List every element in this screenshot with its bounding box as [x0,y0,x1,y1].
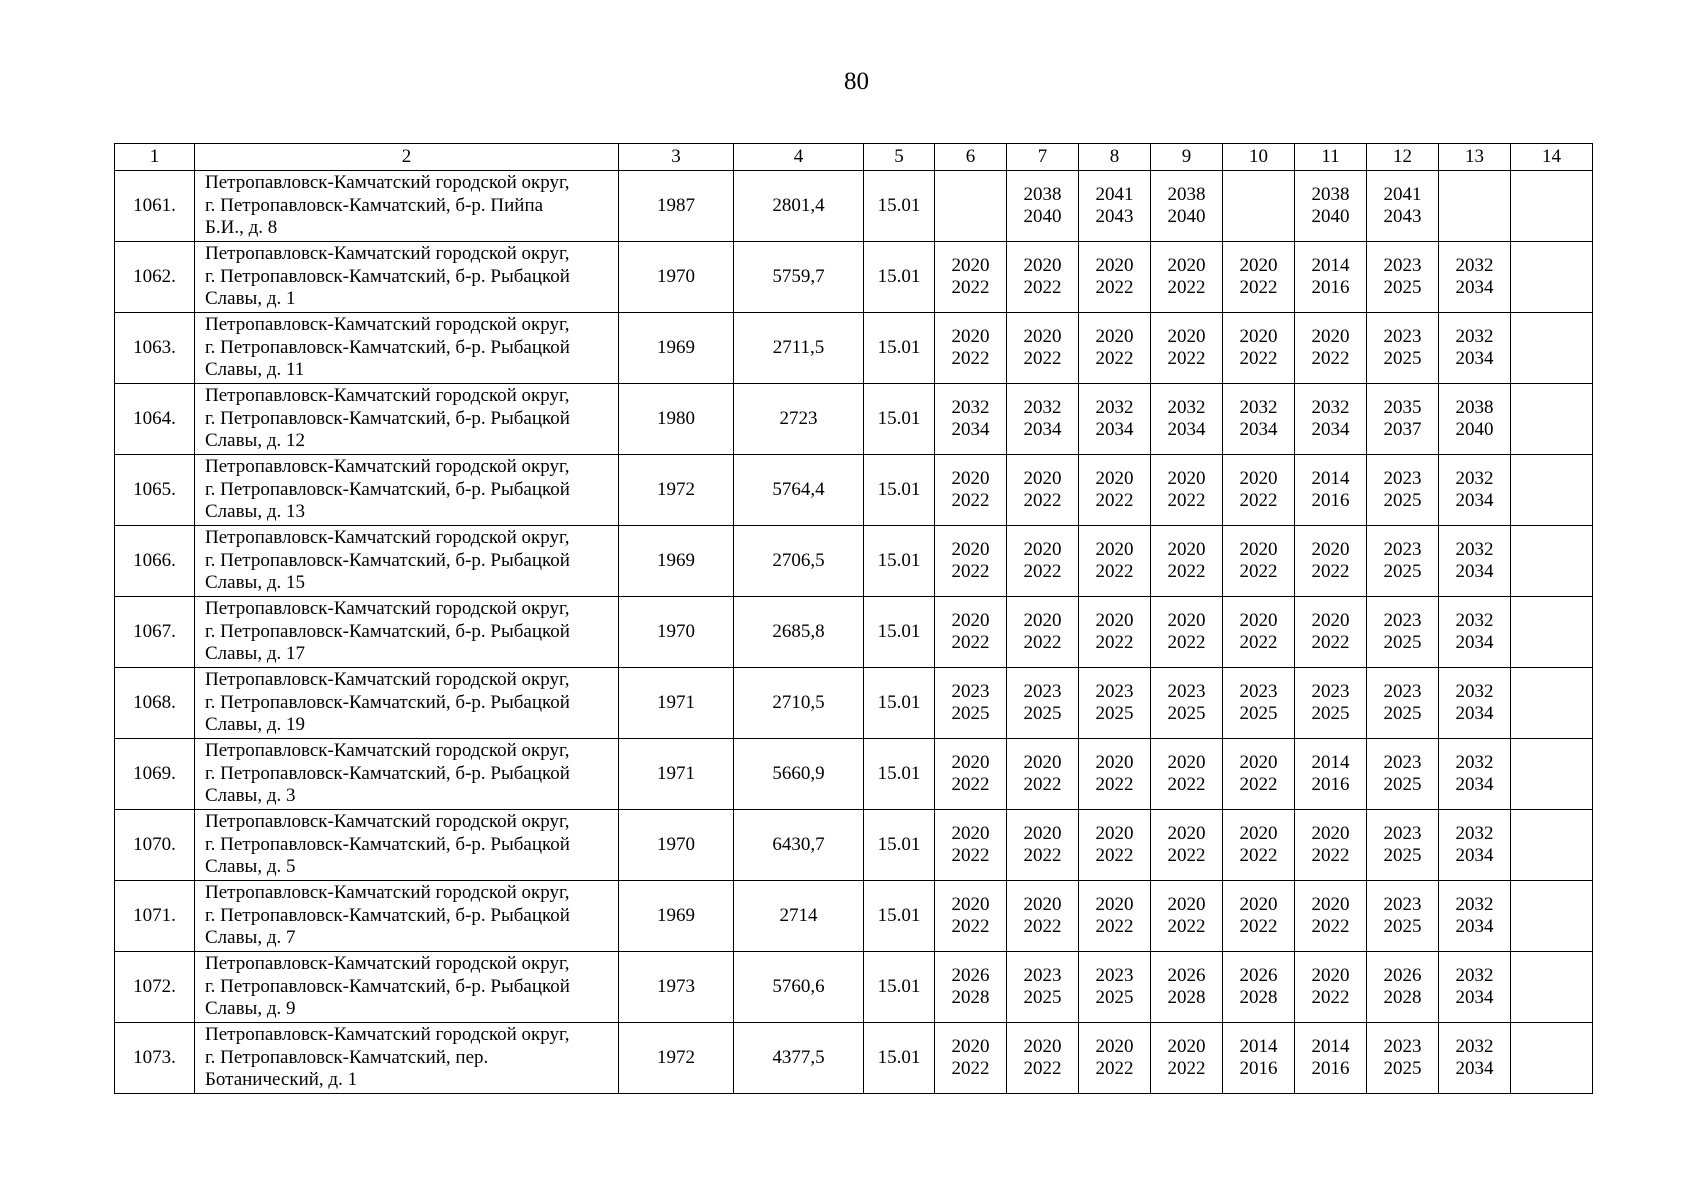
column-header: 6 [935,144,1007,171]
address-cell: Петропавловск-Камчатский городской округ, г. Петропавловск-Камчатский, б-р. Рыбацкой Славы, д. 9 [195,952,619,1023]
period-cell: 2014 2016 [1295,242,1367,313]
area-cell: 5759,7 [734,242,864,313]
table-body [115,144,1593,1094]
period-cell: 2020 2022 [1223,455,1295,526]
row-number: 1071. [115,881,195,952]
year-cell: 1980 [619,384,734,455]
period-cell: 2020 2022 [1151,739,1223,810]
code-cell: 15.01 [864,952,935,1023]
period-cell: 2020 2022 [1295,597,1367,668]
period-cell: 2026 2028 [1223,952,1295,1023]
area-cell: 6430,7 [734,810,864,881]
period-cell [1511,242,1593,313]
period-cell [1439,171,1511,242]
period-cell: 2020 2022 [1223,526,1295,597]
code-cell: 15.01 [864,810,935,881]
table-row [115,171,1593,242]
period-cell: 2023 2025 [1367,597,1439,668]
table-row [115,455,1593,526]
period-cell [935,171,1007,242]
period-cell: 2020 2022 [935,881,1007,952]
page-number: 80 [844,68,869,95]
period-cell: 2038 2040 [1295,171,1367,242]
period-cell: 2014 2016 [1295,739,1367,810]
period-cell: 2020 2022 [1151,242,1223,313]
period-cell: 2026 2028 [935,952,1007,1023]
table-row [115,810,1593,881]
row-number: 1068. [115,668,195,739]
period-cell: 2032 2034 [1439,881,1511,952]
year-cell: 1972 [619,1023,734,1094]
period-cell: 2032 2034 [1439,313,1511,384]
period-cell: 2020 2022 [1223,881,1295,952]
registry-table [114,143,1593,1094]
area-cell: 2723 [734,384,864,455]
year-cell: 1970 [619,242,734,313]
period-cell: 2020 2022 [1007,455,1079,526]
period-cell: 2020 2022 [1079,881,1151,952]
period-cell: 2023 2025 [1079,668,1151,739]
year-cell: 1969 [619,881,734,952]
column-header: 13 [1439,144,1511,171]
period-cell: 2032 2034 [1439,1023,1511,1094]
year-cell: 1972 [619,455,734,526]
table-row [115,1023,1593,1094]
code-cell: 15.01 [864,1023,935,1094]
row-number: 1062. [115,242,195,313]
column-header: 9 [1151,144,1223,171]
period-cell: 2020 2022 [1151,313,1223,384]
period-cell [1223,171,1295,242]
period-cell: 2023 2025 [1367,739,1439,810]
column-header: 7 [1007,144,1079,171]
address-cell: Петропавловск-Камчатский городской округ, г. Петропавловск-Камчатский, б-р. Рыбацкой Славы, д. 3 [195,739,619,810]
period-cell [1511,739,1593,810]
column-header: 1 [115,144,195,171]
table-row [115,952,1593,1023]
column-header: 2 [195,144,619,171]
period-cell: 2032 2034 [1295,384,1367,455]
column-header: 4 [734,144,864,171]
period-cell: 2023 2025 [1223,668,1295,739]
period-cell: 2020 2022 [1151,597,1223,668]
period-cell: 2020 2022 [1079,313,1151,384]
area-cell: 2706,5 [734,526,864,597]
period-cell: 2020 2022 [1079,597,1151,668]
code-cell: 15.01 [864,171,935,242]
year-cell: 1971 [619,668,734,739]
period-cell: 2032 2034 [1439,242,1511,313]
area-cell: 2801,4 [734,171,864,242]
period-cell [1511,881,1593,952]
period-cell: 2020 2022 [1007,526,1079,597]
address-cell: Петропавловск-Камчатский городской округ, г. Петропавловск-Камчатский, пер. Ботанический, д. 1 [195,1023,619,1094]
period-cell: 2020 2022 [1007,739,1079,810]
table-row [115,668,1593,739]
header-row [115,144,1593,171]
year-cell: 1970 [619,810,734,881]
period-cell: 2020 2022 [1007,242,1079,313]
period-cell: 2041 2043 [1079,171,1151,242]
period-cell: 2020 2022 [1295,881,1367,952]
period-cell: 2038 2040 [1007,171,1079,242]
period-cell [1511,668,1593,739]
year-cell: 1987 [619,171,734,242]
row-number: 1065. [115,455,195,526]
year-cell: 1969 [619,313,734,384]
row-number: 1067. [115,597,195,668]
period-cell [1511,171,1593,242]
period-cell: 2020 2022 [935,1023,1007,1094]
column-header: 10 [1223,144,1295,171]
code-cell: 15.01 [864,526,935,597]
period-cell: 2020 2022 [1151,526,1223,597]
period-cell: 2026 2028 [1151,952,1223,1023]
period-cell [1511,384,1593,455]
code-cell: 15.01 [864,313,935,384]
period-cell: 2020 2022 [935,526,1007,597]
period-cell: 2023 2025 [935,668,1007,739]
period-cell: 2020 2022 [1151,455,1223,526]
address-cell: Петропавловск-Камчатский городской округ, г. Петропавловск-Камчатский, б-р. Пийпа Б.И., д. 8 [195,171,619,242]
period-cell: 2023 2025 [1007,668,1079,739]
period-cell: 2020 2022 [1223,810,1295,881]
period-cell: 2020 2022 [935,739,1007,810]
code-cell: 15.01 [864,384,935,455]
period-cell: 2023 2025 [1007,952,1079,1023]
period-cell: 2020 2022 [1007,810,1079,881]
period-cell: 2023 2025 [1367,881,1439,952]
period-cell: 2023 2025 [1367,810,1439,881]
area-cell: 2714 [734,881,864,952]
period-cell: 2032 2034 [1439,952,1511,1023]
period-cell: 2014 2016 [1295,1023,1367,1094]
column-header: 12 [1367,144,1439,171]
period-cell: 2020 2022 [1223,313,1295,384]
column-header: 11 [1295,144,1367,171]
period-cell: 2014 2016 [1295,455,1367,526]
address-cell: Петропавловск-Камчатский городской округ, г. Петропавловск-Камчатский, б-р. Рыбацкой Славы, д. 1 [195,242,619,313]
period-cell: 2020 2022 [1295,810,1367,881]
period-cell [1511,810,1593,881]
period-cell: 2032 2034 [1079,384,1151,455]
period-cell: 2023 2025 [1367,1023,1439,1094]
period-cell: 2020 2022 [1007,1023,1079,1094]
period-cell: 2020 2022 [1295,952,1367,1023]
period-cell: 2020 2022 [1079,455,1151,526]
period-cell: 2020 2022 [1151,810,1223,881]
table-row [115,526,1593,597]
period-cell: 2020 2022 [935,455,1007,526]
address-cell: Петропавловск-Камчатский городской округ, г. Петропавловск-Камчатский, б-р. Рыбацкой Славы, д. 12 [195,384,619,455]
year-cell: 1970 [619,597,734,668]
address-cell: Петропавловск-Камчатский городской округ, г. Петропавловск-Камчатский, б-р. Рыбацкой Славы, д. 5 [195,810,619,881]
period-cell: 2020 2022 [1223,739,1295,810]
period-cell: 2020 2022 [935,313,1007,384]
period-cell: 2032 2034 [1439,810,1511,881]
period-cell [1511,1023,1593,1094]
row-number: 1066. [115,526,195,597]
code-cell: 15.01 [864,881,935,952]
period-cell: 2038 2040 [1439,384,1511,455]
period-cell: 2032 2034 [1007,384,1079,455]
table-row [115,881,1593,952]
column-header: 8 [1079,144,1151,171]
period-cell: 2020 2022 [1151,881,1223,952]
period-cell [1511,597,1593,668]
period-cell: 2038 2040 [1151,171,1223,242]
period-cell: 2026 2028 [1367,952,1439,1023]
area-cell: 5660,9 [734,739,864,810]
period-cell: 2032 2034 [935,384,1007,455]
row-number: 1069. [115,739,195,810]
code-cell: 15.01 [864,242,935,313]
period-cell [1511,455,1593,526]
address-cell: Петропавловск-Камчатский городской округ, г. Петропавловск-Камчатский, б-р. Рыбацкой Славы, д. 7 [195,881,619,952]
period-cell: 2023 2025 [1295,668,1367,739]
period-cell: 2041 2043 [1367,171,1439,242]
period-cell: 2023 2025 [1367,455,1439,526]
period-cell: 2020 2022 [935,242,1007,313]
period-cell: 2020 2022 [1295,526,1367,597]
table-row [115,313,1593,384]
code-cell: 15.01 [864,455,935,526]
column-header: 14 [1511,144,1593,171]
address-cell: Петропавловск-Камчатский городской округ, г. Петропавловск-Камчатский, б-р. Рыбацкой Славы, д. 17 [195,597,619,668]
year-cell: 1969 [619,526,734,597]
period-cell: 2032 2034 [1439,668,1511,739]
period-cell: 2023 2025 [1367,313,1439,384]
period-cell: 2023 2025 [1367,526,1439,597]
area-cell: 2710,5 [734,668,864,739]
period-cell: 2032 2034 [1439,455,1511,526]
period-cell: 2023 2025 [1367,242,1439,313]
table-row [115,242,1593,313]
address-cell: Петропавловск-Камчатский городской округ, г. Петропавловск-Камчатский, б-р. Рыбацкой Славы, д. 19 [195,668,619,739]
period-cell: 2032 2034 [1439,739,1511,810]
year-cell: 1971 [619,739,734,810]
period-cell: 2032 2034 [1439,597,1511,668]
code-cell: 15.01 [864,668,935,739]
period-cell: 2020 2022 [1007,597,1079,668]
period-cell: 2020 2022 [935,597,1007,668]
area-cell: 5764,4 [734,455,864,526]
row-number: 1070. [115,810,195,881]
column-header: 3 [619,144,734,171]
area-cell: 2711,5 [734,313,864,384]
period-cell: 2020 2022 [1079,526,1151,597]
period-cell: 2023 2025 [1367,668,1439,739]
row-number: 1073. [115,1023,195,1094]
row-number: 1064. [115,384,195,455]
period-cell: 2014 2016 [1223,1023,1295,1094]
address-cell: Петропавловск-Камчатский городской округ, г. Петропавловск-Камчатский, б-р. Рыбацкой Славы, д. 13 [195,455,619,526]
row-number: 1063. [115,313,195,384]
period-cell: 2020 2022 [1079,739,1151,810]
area-cell: 4377,5 [734,1023,864,1094]
table-row [115,739,1593,810]
year-cell: 1973 [619,952,734,1023]
period-cell [1511,952,1593,1023]
period-cell: 2020 2022 [1079,1023,1151,1094]
row-number: 1061. [115,171,195,242]
table-row [115,384,1593,455]
area-cell: 5760,6 [734,952,864,1023]
period-cell: 2023 2025 [1079,952,1151,1023]
period-cell: 2032 2034 [1223,384,1295,455]
period-cell: 2020 2022 [935,810,1007,881]
code-cell: 15.01 [864,739,935,810]
period-cell: 2020 2022 [1223,597,1295,668]
period-cell: 2035 2037 [1367,384,1439,455]
column-header: 5 [864,144,935,171]
period-cell: 2020 2022 [1007,881,1079,952]
area-cell: 2685,8 [734,597,864,668]
period-cell: 2020 2022 [1007,313,1079,384]
period-cell [1511,313,1593,384]
address-cell: Петропавловск-Камчатский городской округ, г. Петропавловск-Камчатский, б-р. Рыбацкой Славы, д. 11 [195,313,619,384]
period-cell: 2020 2022 [1079,810,1151,881]
address-cell: Петропавловск-Камчатский городской округ, г. Петропавловск-Камчатский, б-р. Рыбацкой Славы, д. 15 [195,526,619,597]
period-cell: 2020 2022 [1223,242,1295,313]
period-cell: 2032 2034 [1151,384,1223,455]
period-cell: 2032 2034 [1439,526,1511,597]
period-cell [1511,526,1593,597]
period-cell: 2020 2022 [1295,313,1367,384]
period-cell: 2020 2022 [1079,242,1151,313]
period-cell: 2020 2022 [1151,1023,1223,1094]
code-cell: 15.01 [864,597,935,668]
period-cell: 2023 2025 [1151,668,1223,739]
row-number: 1072. [115,952,195,1023]
table-row [115,597,1593,668]
